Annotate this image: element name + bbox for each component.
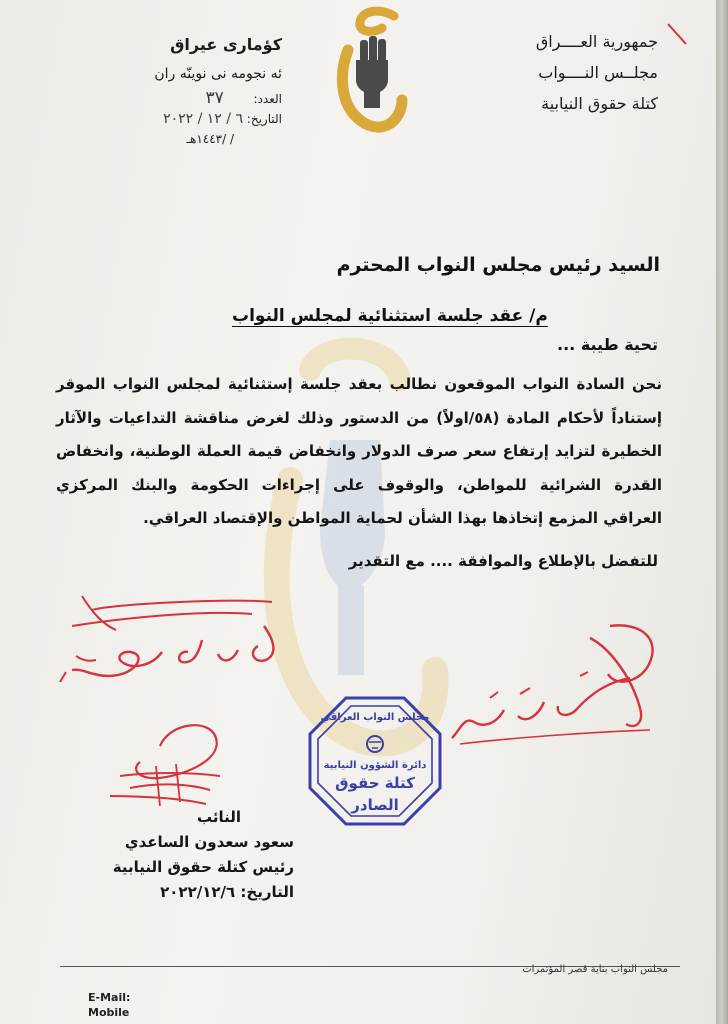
page-edge	[716, 0, 728, 1024]
stamp-department-text: دائرة الشؤون النيابية	[323, 760, 427, 771]
addressee: السيد رئيس مجلس النواب المحترم	[336, 254, 660, 276]
letterhead-right	[536, 26, 658, 119]
reference-hijri-date: / /١٤٤٣هـ	[186, 132, 234, 146]
stamp-bloc-text: كتلة حقوق	[335, 774, 415, 792]
bloc-logo-icon	[330, 6, 410, 136]
signatory-date: التاريخ: ٢٠٢٢/١٢/٦	[160, 883, 294, 901]
signature-red-left-icon	[52, 590, 292, 700]
greeting: تحية طيبة ...	[557, 335, 658, 354]
reference-number	[72, 88, 282, 109]
stamp-top-text: مجلس النواب العراقي	[320, 712, 430, 723]
letterhead-council: مجلــس النــــواب	[538, 63, 658, 82]
footer-mobile-label: Mobile	[88, 1006, 130, 1019]
reference-date-label: التاريخ:	[246, 112, 282, 126]
signature-red-right-icon	[440, 618, 670, 758]
footer-contact	[88, 990, 130, 1020]
signatory-role: رئيس كتلة حقوق النيابية	[112, 858, 294, 876]
reference-date-value: ٦ / ١٢ / ٢٠٢٢	[163, 111, 243, 127]
letterhead-kurdish-council: ئه نجومه نى نوينّه ران	[154, 66, 282, 82]
subject-line: م/ عقد جلسة استثنائية لمجلس النواب	[232, 306, 548, 326]
signatory-block	[84, 805, 294, 905]
reference-number-label: العدد:	[253, 92, 282, 106]
footer-email-label: E-Mail:	[88, 991, 131, 1004]
signatory-name: سعود سعدون الساعدي	[124, 833, 294, 851]
letterhead-bloc: كتلة حقوق النيابية	[541, 94, 658, 113]
stamp-outgoing-text: الصادر	[351, 796, 399, 814]
letterhead-country: جمهورية العــــراق	[535, 32, 658, 51]
letterhead-kurdish-country: كؤمارى عيراق	[170, 35, 282, 54]
footer-address: مجلس النواب بناية قصر المؤتمرات	[522, 964, 668, 975]
signatory-title: النائب	[196, 808, 242, 826]
reference-date	[72, 109, 282, 129]
reference-number-value: ٣٧	[205, 88, 224, 108]
signature-red-bottom-icon	[100, 716, 240, 812]
corner-mark-icon	[664, 20, 694, 50]
letterhead-left	[72, 30, 282, 149]
closing-line: للتفضل بالإطلاع والموافقة .... مع التقدير	[348, 552, 658, 570]
letter-body: نحن السادة النواب الموقعون نطالب بعقد جلسة إستثنائية لمجلس النواب الموقر إستناداً لأحكام المادة (٥٨/اولاً) من الدستور وذلك لغرض مناقشة التداعيات والآثار الخطيرة لتزايد إرتفاع سعر صرف الدولار وانخفاض قيمة العملة الوطنية، وانخفاض القدرة الشرائية للمواطن، والوقوف على إجراءات الحكومة والبنك المركزي العراقي المزمع إتخاذها بهذا الشأن لحماية المواطن والإقتصاد العراقي.	[56, 375, 662, 527]
